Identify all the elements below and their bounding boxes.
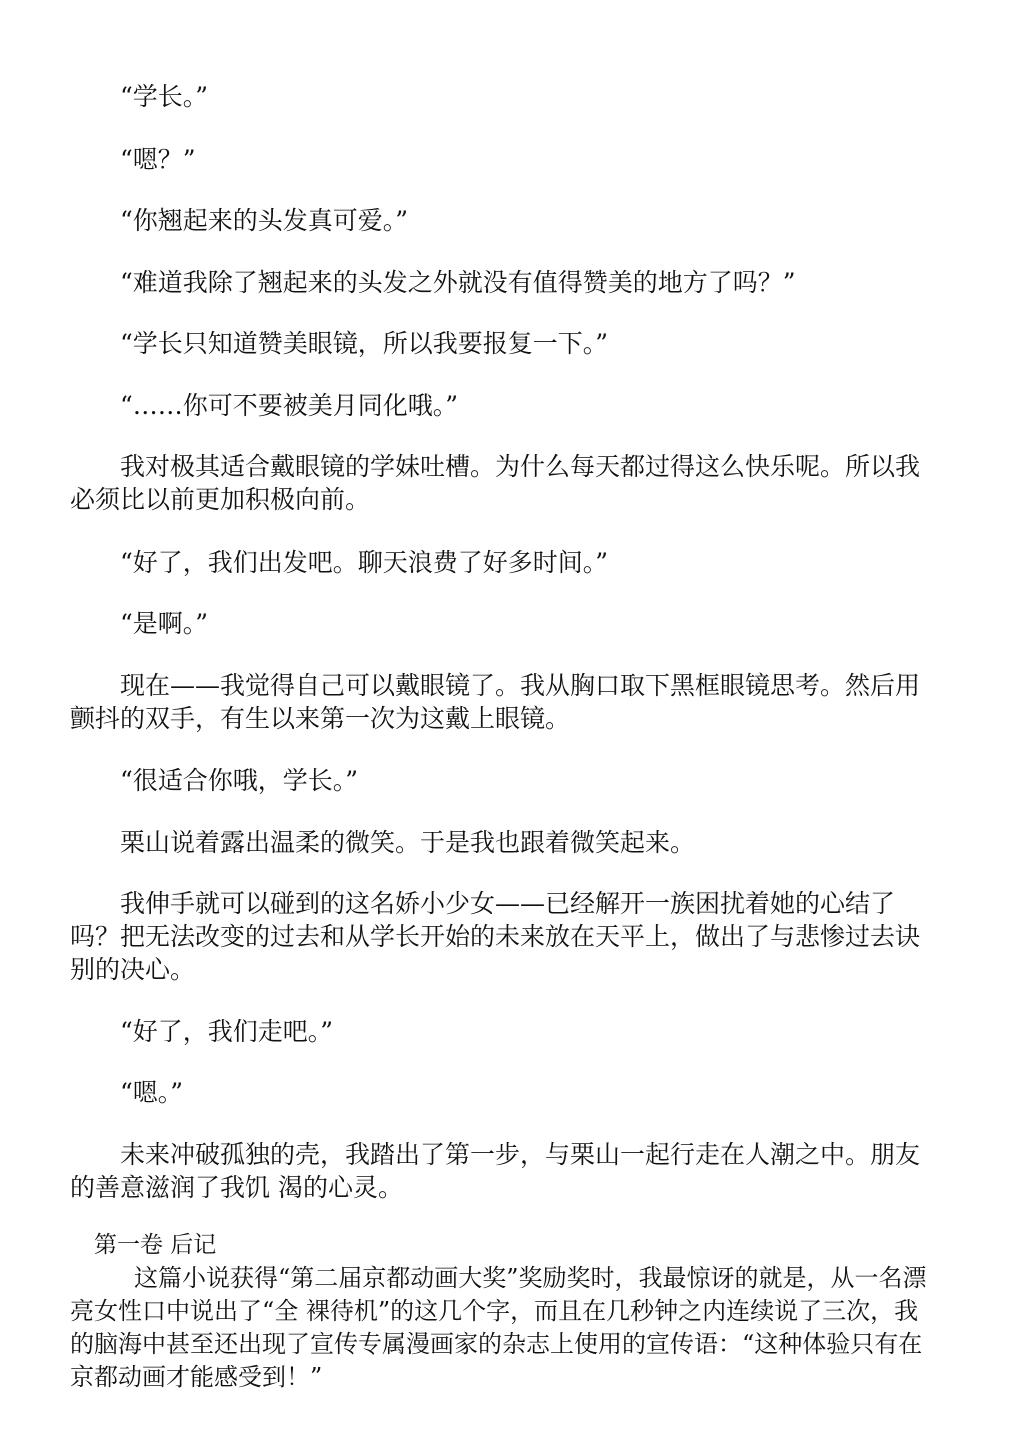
narration-paragraph: 我对极其适合戴眼镜的学妹吐槽。为什么每天都过得这么快乐呢。所以我必须比以前更加积极向前。 (70, 452, 921, 514)
narration-paragraph: 现在——我觉得自己可以戴眼镜了。我从胸口取下黑框眼镜思考。然后用颤抖的双手，有生以来第一次为这戴上眼镜。 (70, 671, 921, 733)
dialogue-line: “很适合你哦，学长。” (120, 766, 359, 795)
dialogue-line: “是啊。” (120, 609, 209, 638)
dialogue-line: “难道我除了翘起来的头发之外就没有值得赞美的地方了吗？” (120, 268, 796, 297)
narration-paragraph: 栗山说着露出温柔的微笑。于是我也跟着微笑起来。 (120, 828, 696, 857)
dialogue-line: “好了，我们出发吧。聊天浪费了好多时间。” (120, 548, 609, 577)
dialogue-line: “嗯？” (120, 145, 196, 174)
dialogue-line: “你翘起来的头发真可爱。” (120, 206, 409, 235)
dialogue-line: “学长。” (120, 82, 209, 111)
dialogue-line: “嗯。” (120, 1078, 184, 1107)
afterword-heading: 第一卷 后记 (94, 1232, 217, 1258)
narration-paragraph: 未来冲破孤独的壳，我踏出了第一步，与栗山一起行走在人潮之中。朋友的善意滋润了我饥 渴的心灵。 (70, 1140, 921, 1202)
dialogue-line: “……你可不要被美月同化哦。” (120, 391, 459, 420)
afterword-paragraph: 这篇小说获得“第二届京都动画大奖”奖励奖时，我最惊讶的就是，从一名漂亮女性口中说出了“全 裸待机”的这几个字，而且在几秒钟之内连续说了三次，我的脑海中甚至还出现了宣传专属漫画家的杂志上使用的宣传语：“这种体验只有在京都动画才能感受到！” (70, 1264, 927, 1391)
narration-paragraph: 我伸手就可以碰到的这名娇小少女——已经解开一族困扰着她的心结了吗？把无法改变的过去和从学长开始的未来放在天平上，做出了与悲惨过去诀别的决心。 (70, 889, 921, 984)
dialogue-line: “好了，我们走吧。” (120, 1017, 334, 1046)
dialogue-line: “学长只知道赞美眼镜，所以我要报复一下。” (120, 329, 609, 358)
